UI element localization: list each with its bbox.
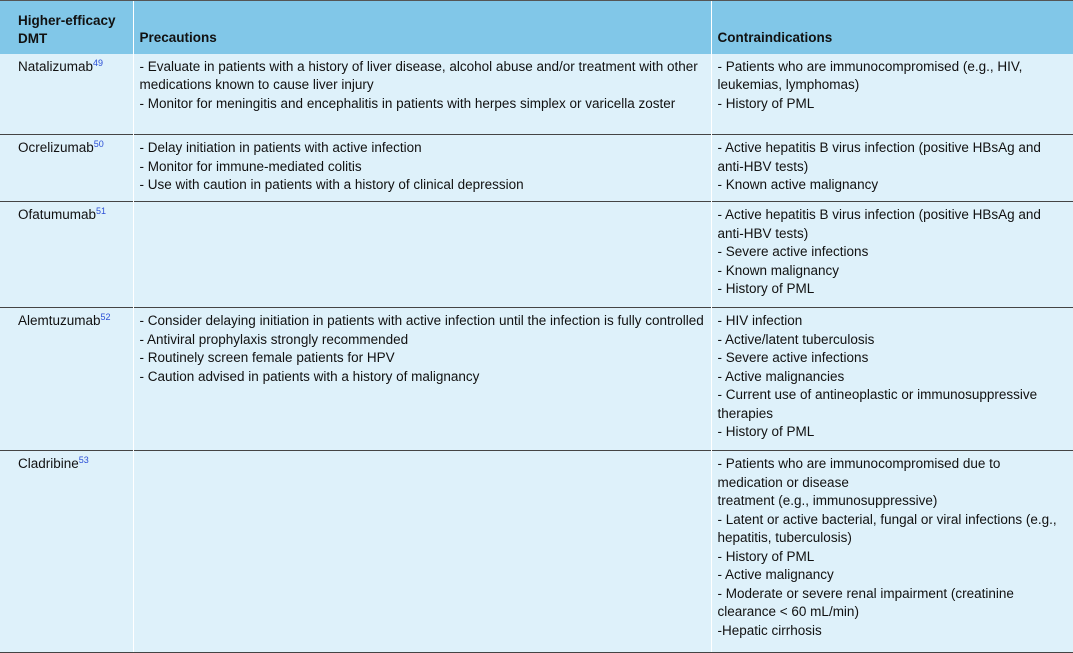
contraindication-item: - Patients who are immunocompromised (e.g., HIV, leukemias, lymphomas)	[717, 58, 1023, 92]
table-header	[0, 1, 1073, 54]
precautions-cell	[133, 308, 711, 451]
precaution-item: - Monitor for meningitis and encephalitis in patients with herpes simplex or varicella zoster	[139, 95, 676, 111]
precautions-cell	[133, 54, 711, 135]
drug-name: Ofatumumab	[18, 207, 97, 222]
contraindication-item: - History of PML	[717, 548, 815, 564]
drug-cell	[0, 135, 133, 202]
contraindication-item: - Active malignancies	[717, 368, 845, 384]
reference-link[interactable]: 51	[96, 206, 107, 216]
reference-link[interactable]: 53	[78, 455, 89, 465]
contraindications-cell	[711, 54, 1073, 135]
drug-cell	[0, 451, 133, 653]
contraindications-cell	[711, 308, 1073, 451]
reference-link[interactable]: 50	[93, 139, 104, 149]
drug-name: Ocrelizumab	[18, 140, 94, 155]
precaution-item: - Monitor for immune-mediated colitis	[139, 158, 362, 174]
reference-link[interactable]: 49	[93, 57, 104, 68]
table-body	[0, 54, 1073, 653]
drug-name: Natalizumab	[18, 58, 94, 74]
contraindication-item: - Severe active infections	[717, 244, 869, 259]
contraindications-cell	[711, 451, 1073, 653]
precautions-cell	[133, 451, 711, 653]
table-row	[0, 135, 1073, 202]
contraindications-cell	[711, 202, 1073, 308]
drug-name: Alemtuzumab	[18, 313, 101, 328]
header-contraindications: Contraindications	[711, 1, 1073, 54]
contraindication-item: - History of PML	[717, 424, 815, 439]
contraindication-item: - Active malignancy	[717, 567, 834, 582]
contraindication-item: - Latent or active bacterial, fungal or viral infections (e.g., hepatitis, tuberculosis)	[717, 511, 1057, 545]
contraindication-item: - Active hepatitis B virus infection (positive HBsAg and anti-HBV tests)	[717, 207, 1041, 241]
precaution-item: - Caution advised in patients with a history of malignancy	[139, 368, 480, 384]
header-dmt: Higher-efficacy DMT	[0, 1, 133, 54]
contraindication-item: - Severe active infections	[717, 350, 869, 365]
contraindication-item: - Moderate or severe renal impairment (creatinine clearance < 60 mL/min)	[717, 585, 1014, 619]
header-row	[0, 1, 1073, 54]
header-precautions: Precautions	[133, 1, 711, 54]
contraindication-item: -Hepatic cirrhosis	[717, 622, 822, 638]
contraindication-item: treatment (e.g., immunosuppressive)	[717, 493, 938, 508]
reference-link[interactable]: 52	[100, 312, 111, 322]
contraindication-item: - Known malignancy	[717, 262, 840, 278]
table-row	[0, 202, 1073, 308]
precaution-item: - Routinely screen female patients for HPV	[139, 350, 395, 365]
contraindication-item: - Active/latent tuberculosis	[717, 331, 875, 347]
table-row	[0, 451, 1073, 653]
drug-cell	[0, 202, 133, 308]
contraindication-item: - History of PML	[717, 281, 815, 296]
precaution-item: - Delay initiation in patients with active infection	[139, 140, 422, 155]
precaution-item: - Consider delaying initiation in patients with active infection until the infection is fully controlled	[139, 313, 704, 328]
drug-cell	[0, 308, 133, 451]
precautions-cell	[133, 202, 711, 308]
table-row	[0, 54, 1073, 135]
contraindications-cell	[711, 135, 1073, 202]
precautions-cell	[133, 135, 711, 202]
precaution-item: - Antiviral prophylaxis strongly recommended	[139, 331, 409, 347]
contraindication-item: - Known active malignancy	[717, 177, 879, 192]
contraindication-item: - Active hepatitis B virus infection (positive HBsAg and anti-HBV tests)	[717, 140, 1041, 174]
contraindication-item: - Current use of antineoplastic or immunosuppressive therapies	[717, 387, 1038, 421]
precaution-item: - Evaluate in patients with a history of liver disease, alcohol abuse and/or treatment with other medications known to cause liver injury	[139, 58, 698, 92]
contraindication-item: - HIV infection	[717, 313, 803, 328]
contraindication-item: - History of PML	[717, 95, 815, 111]
contraindication-item: - Patients who are immunocompromised due to medication or disease	[717, 456, 1001, 490]
drug-name: Cladribine	[18, 456, 79, 471]
table-row	[0, 308, 1073, 451]
drug-cell	[0, 54, 133, 135]
precaution-item: - Use with caution in patients with a history of clinical depression	[139, 177, 524, 192]
